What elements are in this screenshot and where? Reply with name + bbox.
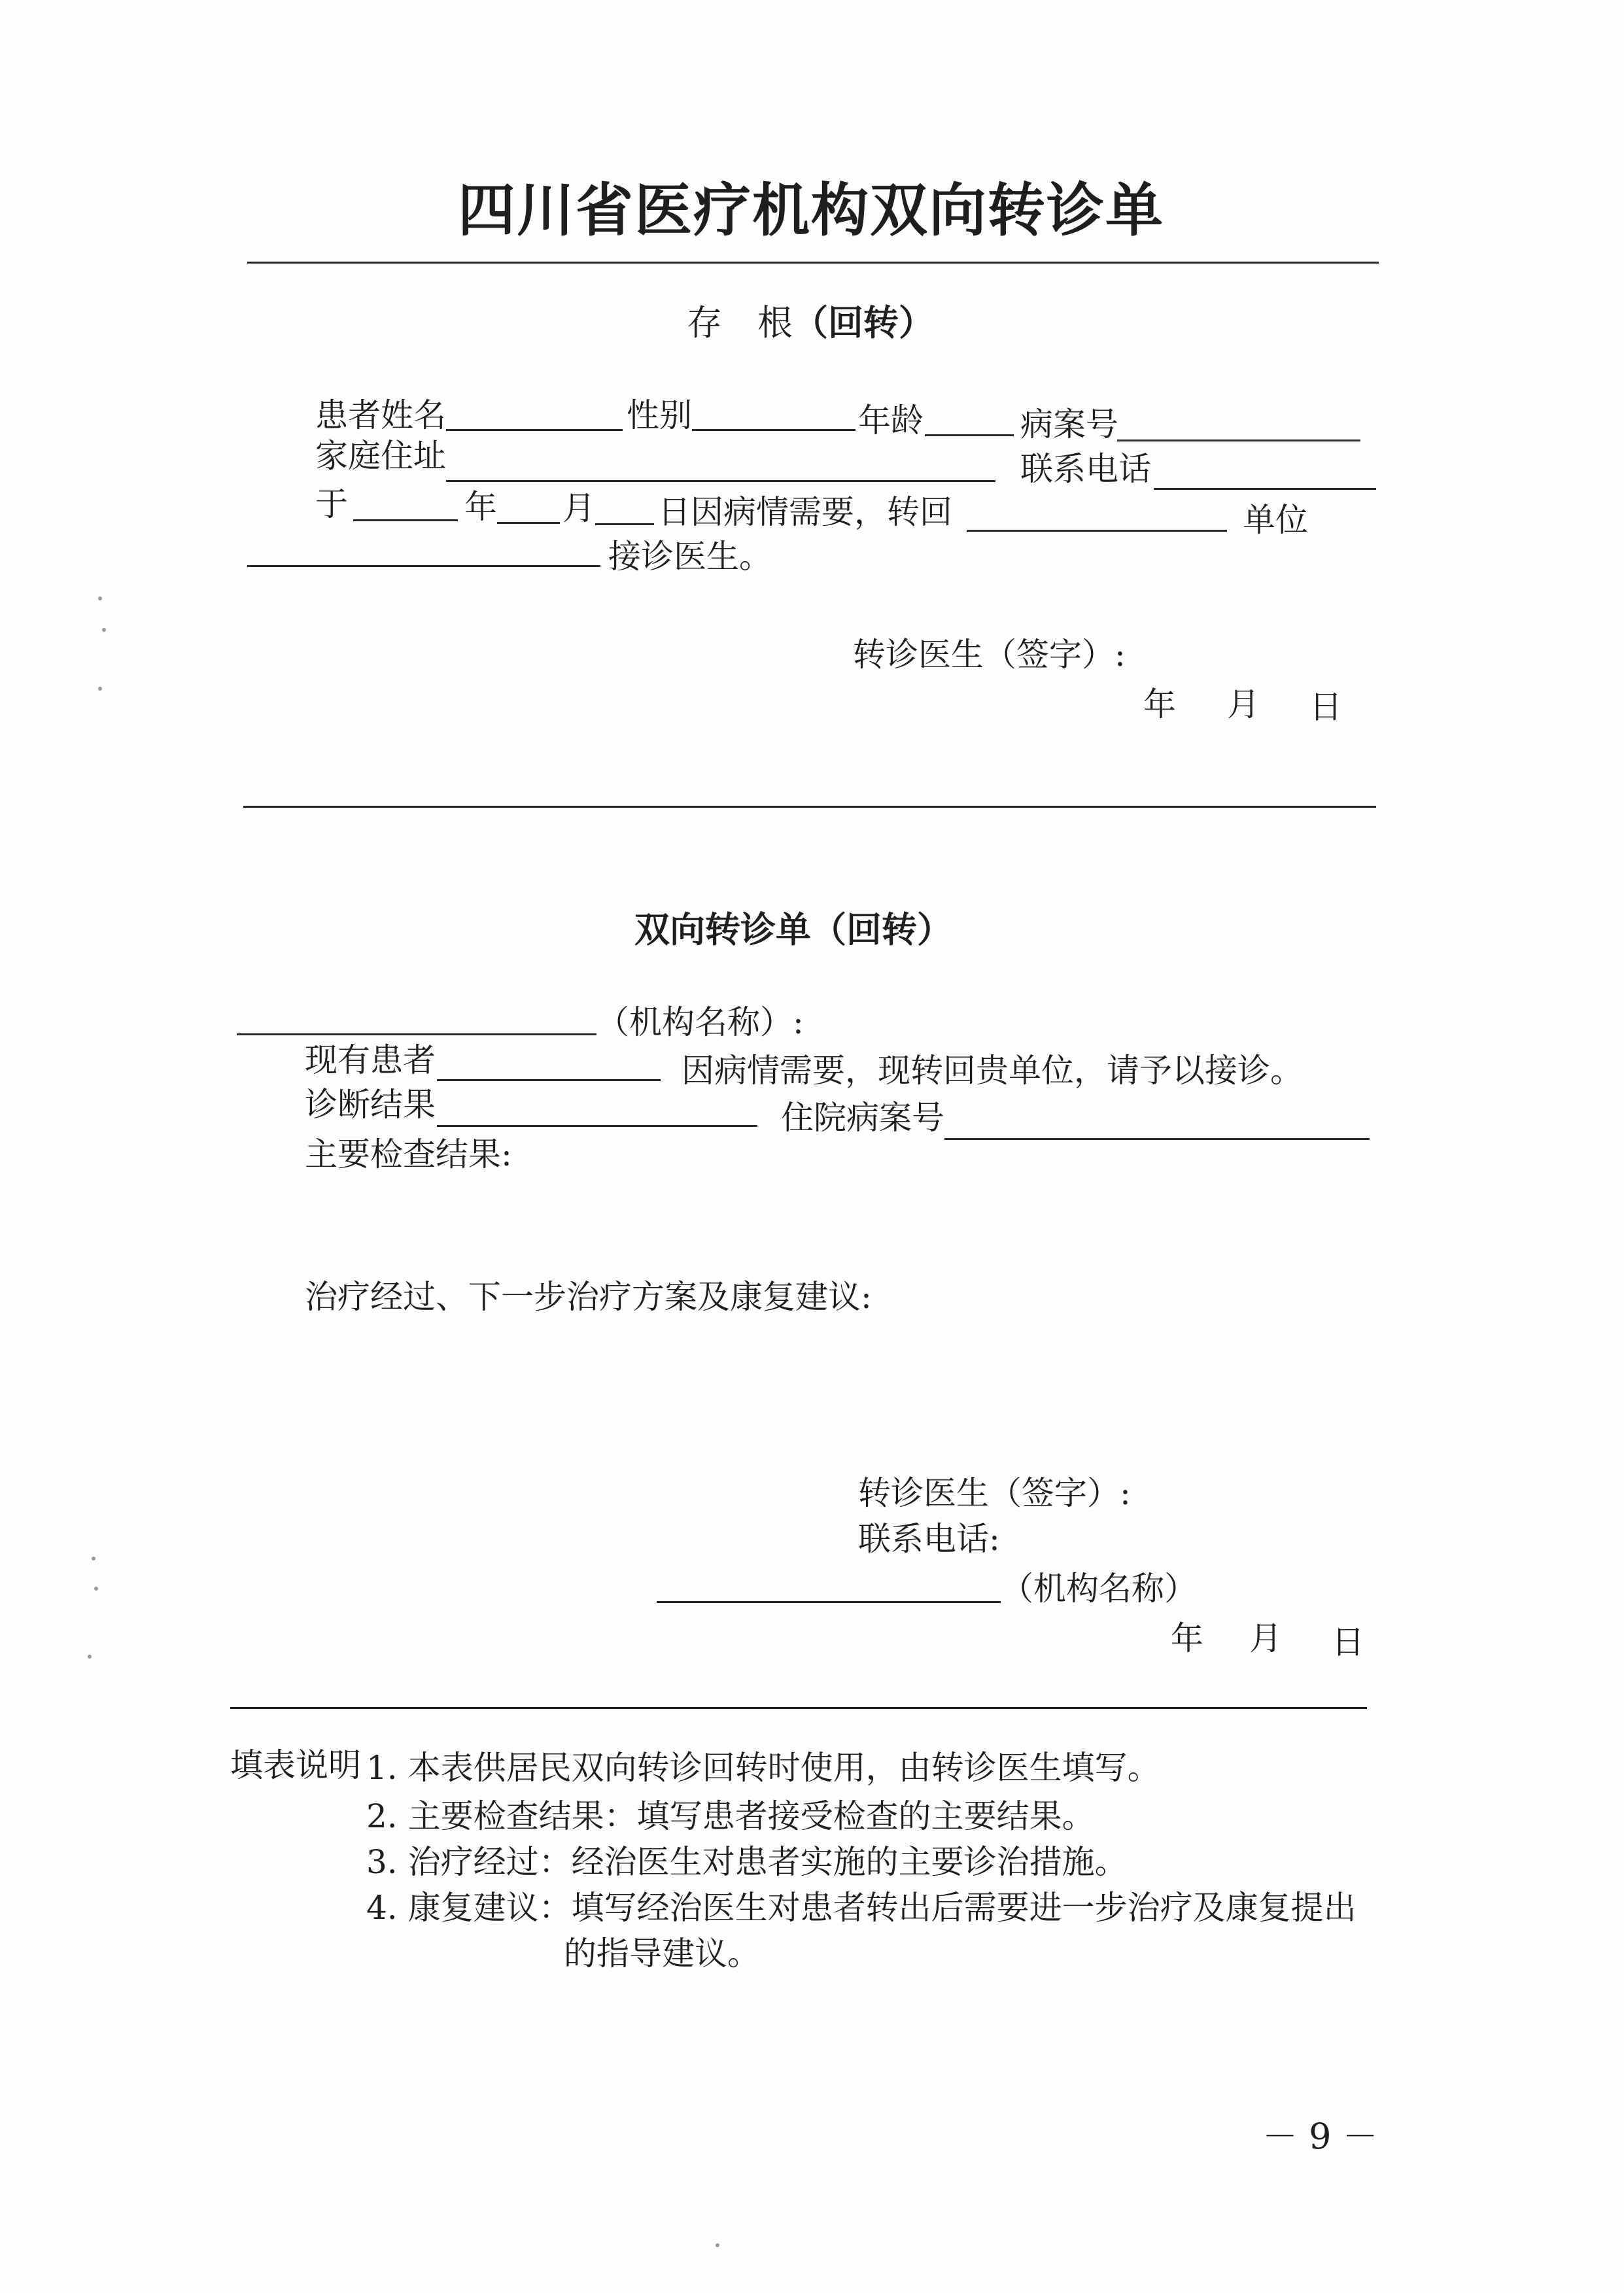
month-label: 月 <box>562 489 595 527</box>
form-institution-name-bottom: （机构名称） <box>1001 1570 1197 1608</box>
document-title: 四川省医疗机构双向转诊单 <box>458 177 1165 244</box>
return-unit-field[interactable] <box>967 530 1227 532</box>
stub-separator-line <box>243 806 1376 808</box>
institution-name-field[interactable] <box>237 1033 596 1035</box>
day-from-field[interactable] <box>353 519 458 521</box>
stub-heading-a: 存 根 <box>687 302 793 343</box>
form-institution-name-field[interactable] <box>657 1601 1001 1603</box>
notes-item-4-continuation: 的指导建议。 <box>564 1935 760 1973</box>
diagnosis-label: 诊断结果 <box>305 1086 436 1124</box>
gender-label: 性别 <box>627 396 692 434</box>
form-separator-line <box>230 1707 1367 1709</box>
stub-heading-b: （回转） <box>793 302 934 343</box>
notes-item-1: 1. 本表供居民双向转诊回转时使用，由转诊医生填写。 <box>366 1749 1160 1787</box>
phone-field[interactable] <box>1154 488 1376 490</box>
scan-speck <box>94 1587 98 1591</box>
scan-speck <box>102 628 106 632</box>
day-condition-label: 日因病情需要，转回 <box>658 493 952 531</box>
current-patient-label: 现有患者 <box>305 1041 436 1079</box>
year-label: 年 <box>464 488 497 526</box>
treatment-label: 治疗经过、下一步治疗方案及康复建议: <box>305 1278 872 1316</box>
year-field[interactable] <box>497 522 560 524</box>
form-date-day: 日 <box>1332 1623 1364 1661</box>
receiving-doctor-field[interactable] <box>247 565 600 567</box>
diagnosis-field[interactable] <box>437 1125 757 1127</box>
notes-item-3: 3. 治疗经过：经治医生对患者实施的主要诊治措施。 <box>366 1843 1128 1881</box>
inpatient-case-number-field[interactable] <box>944 1138 1370 1140</box>
stub-heading <box>687 302 934 343</box>
case-number-field[interactable] <box>1117 440 1360 441</box>
phone-label: 联系电话 <box>1020 450 1151 488</box>
case-number-label: 病案号 <box>1020 405 1118 443</box>
stub-referral-doctor-signature: 转诊医生（签字）: <box>853 636 1126 674</box>
gender-field[interactable] <box>692 429 855 431</box>
scan-speck <box>716 2243 719 2247</box>
scan-speck <box>88 1655 92 1659</box>
month-field[interactable] <box>595 523 654 525</box>
form-referral-doctor-signature: 转诊医生（签字）: <box>858 1474 1131 1512</box>
age-label: 年龄 <box>858 402 924 440</box>
current-patient-field[interactable] <box>437 1079 661 1081</box>
home-address-label: 家庭住址 <box>315 437 446 475</box>
patient-name-field[interactable] <box>446 429 623 431</box>
form-date-year: 年 <box>1171 1619 1203 1657</box>
notes-label: 填表说明 <box>230 1746 361 1784</box>
home-address-field[interactable] <box>446 480 995 482</box>
scan-speck <box>98 596 102 600</box>
transfer-request-text: 因病情需要，现转回贵单位，请予以接诊。 <box>682 1052 1303 1090</box>
scan-speck <box>98 687 102 691</box>
page-number: － 9 － <box>1262 2116 1378 2157</box>
form-date-month: 月 <box>1249 1619 1282 1657</box>
stub-date-day: 日 <box>1309 688 1342 726</box>
title-underline <box>247 262 1379 264</box>
notes-item-4: 4. 康复建议：填写经治医生对患者转出后需要进一步治疗及康复提出 <box>366 1889 1356 1927</box>
age-field[interactable] <box>925 434 1014 436</box>
unit-label: 单位 <box>1243 501 1308 539</box>
on-label: 于 <box>315 485 348 523</box>
patient-name-label: 患者姓名 <box>315 396 446 434</box>
stub-date-month: 月 <box>1227 685 1260 723</box>
institution-name-label: （机构名称）: <box>596 1003 804 1041</box>
stub-date-year: 年 <box>1143 685 1176 723</box>
receiving-doctor-label: 接诊医生。 <box>608 538 772 576</box>
scan-speck <box>92 1557 95 1560</box>
notes-item-2: 2. 主要检查结果：填写患者接受检查的主要结果。 <box>366 1797 1095 1835</box>
form-heading: 双向转诊单（回转） <box>634 908 952 950</box>
inpatient-case-number-label: 住院病案号 <box>781 1099 944 1137</box>
main-exam-results-label: 主要检查结果: <box>305 1135 512 1173</box>
form-contact-phone-label: 联系电话: <box>858 1520 1000 1558</box>
